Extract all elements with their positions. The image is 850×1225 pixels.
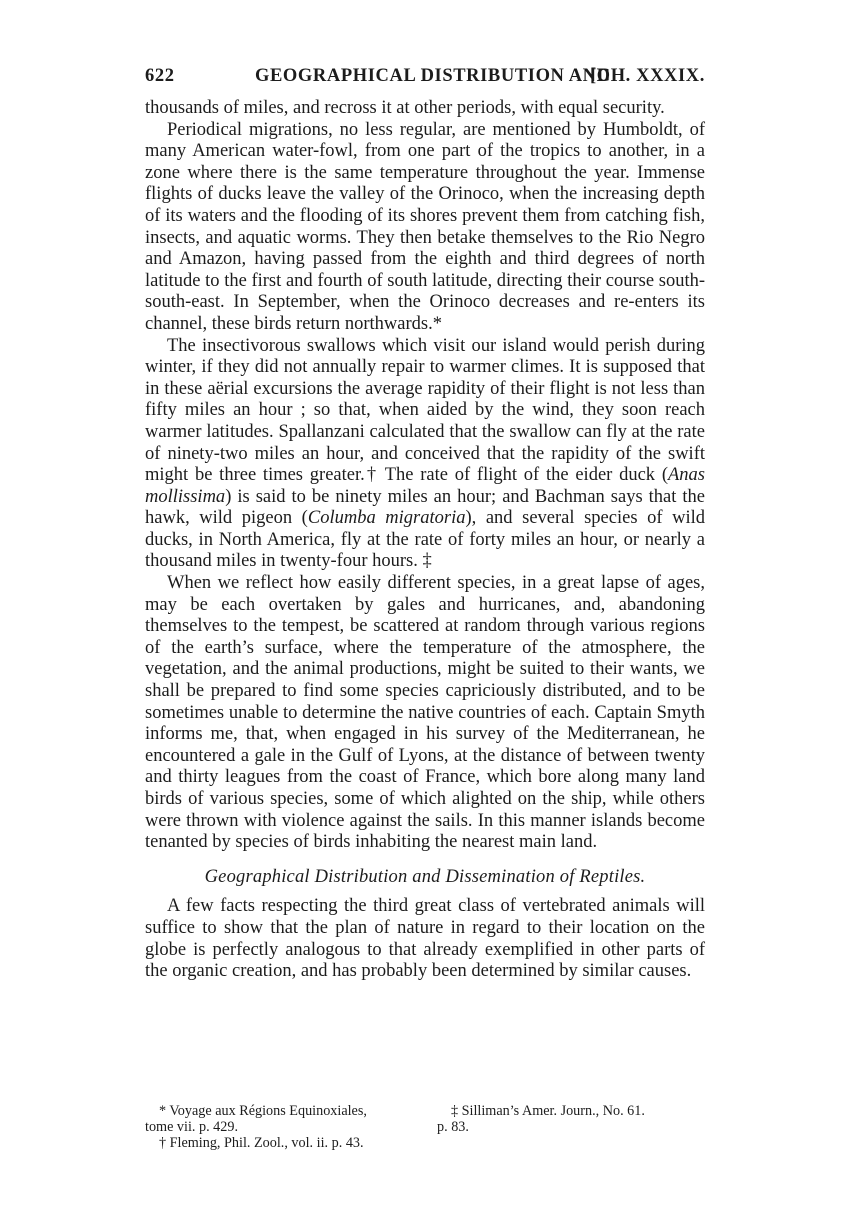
paragraph-migrations: Periodical migrations, no less regular, are mentioned by Humboldt, of many American water-fowl, from one part of the tropics to another, in a zone where there is the same temperature throughout the year. Immense flights of ducks leave the valley of the Orinoco, when the increasing depth of its waters and the flooding of its shores prevent them from catching fish, insects, and aquatic worms. They then betake themselves to the Rio Negro and Amazon, having passed from the eighth and third degrees of north latitude to the first and fourth of south latitude, directing their course south-south-east. In September, when the Orinoco decreases and re-enters its channel, these birds return northwards.* <box>145 119 705 334</box>
paragraph-reptiles: A few facts respecting the third great class of vertebrated animals will suffice to show that the plan of nature in regard to their location on the globe is perfectly analogous to that already exemplified in other parts of the organic creation, and has probably been determined by similar causes. <box>145 896 705 982</box>
footnote-line: p. 83. <box>437 1119 469 1135</box>
paragraph-continuation: thousands of miles, and recross it at other periods, with equal security. <box>145 98 665 118</box>
paragraph-gales: When we reflect how easily different species, in a great lapse of ages, may be each overtaken by gales and hurricanes, and, abandoning themselves to the tempest, be scattered at random through various regions of the earth’s surface, where the temperature of the atmosphere, the vegetation, and the animal productions, might be suited to their wants, we shall be prepared to find some species capriciously distributed, and to be sometimes unable to determine the native countries of each. Captain Smyth informs me, that, when engaged in his survey of the Mediterranean, he encountered a gale in the Gulf of Lyons, at the distance of between twenty and thirty leagues from the coast of France, which bore along many land birds of various species, some of which alighted on the ship, while others were thrown with violence against the sails. In this manner islands become tenanted by species of birds inhabiting the nearest main land. <box>145 573 705 853</box>
running-title: GEOGRAPHICAL DISTRIBUTION AND <box>255 66 611 86</box>
species-name-pigeon: Columba migratoria <box>307 508 466 529</box>
footnote-line: † Fleming, Phil. Zool., vol. ii. p. 43. <box>159 1135 364 1151</box>
text-run: The insectivorous swallows which visit our island would perish during winter, if they did not annually repair to warmer climes. It is supposed that in these aërial excursions the average rapidity of their flight is not less than fifty miles an hour ; so that, when aided by the wind, they soon reach warmer latitudes. Spallanzani calculated that the swallow can fly at the rate of ninety-two miles an hour, and conceived that the rapidity of the swift might be three times greater.† The rate of flight of the eider duck ( <box>145 335 705 486</box>
footnotes <box>145 1103 705 1163</box>
footnote-column-left <box>145 1103 430 1151</box>
footnote-line: ‡ Silliman’s Amer. Journ., No. 61. <box>451 1103 645 1119</box>
footnote-column-right <box>437 1103 705 1135</box>
main-text <box>145 98 705 983</box>
footnote-line: tome vii. p. 429. <box>145 1119 239 1135</box>
page-number: 622 <box>145 66 175 86</box>
chapter-label: [CH. XXXIX. <box>589 66 705 86</box>
running-header <box>145 66 705 90</box>
text-run: ), and several species of wild ducks, in North America, fly at the rate of forty miles an hour, or nearly a thousand miles in twenty-four hours. ‡ <box>145 508 705 572</box>
text-run: ) is said to be ninety miles an hour; and Bachman says that the hawk, wild pigeon ( <box>145 486 705 529</box>
footnote-line: * Voyage aux Régions Equinoxiales, <box>159 1103 367 1119</box>
section-heading: Geographical Distribution and Dissemination of Reptiles. <box>204 866 646 887</box>
paragraph-swallows <box>145 336 705 574</box>
species-name-eider: Anas mollissima <box>145 465 705 507</box>
